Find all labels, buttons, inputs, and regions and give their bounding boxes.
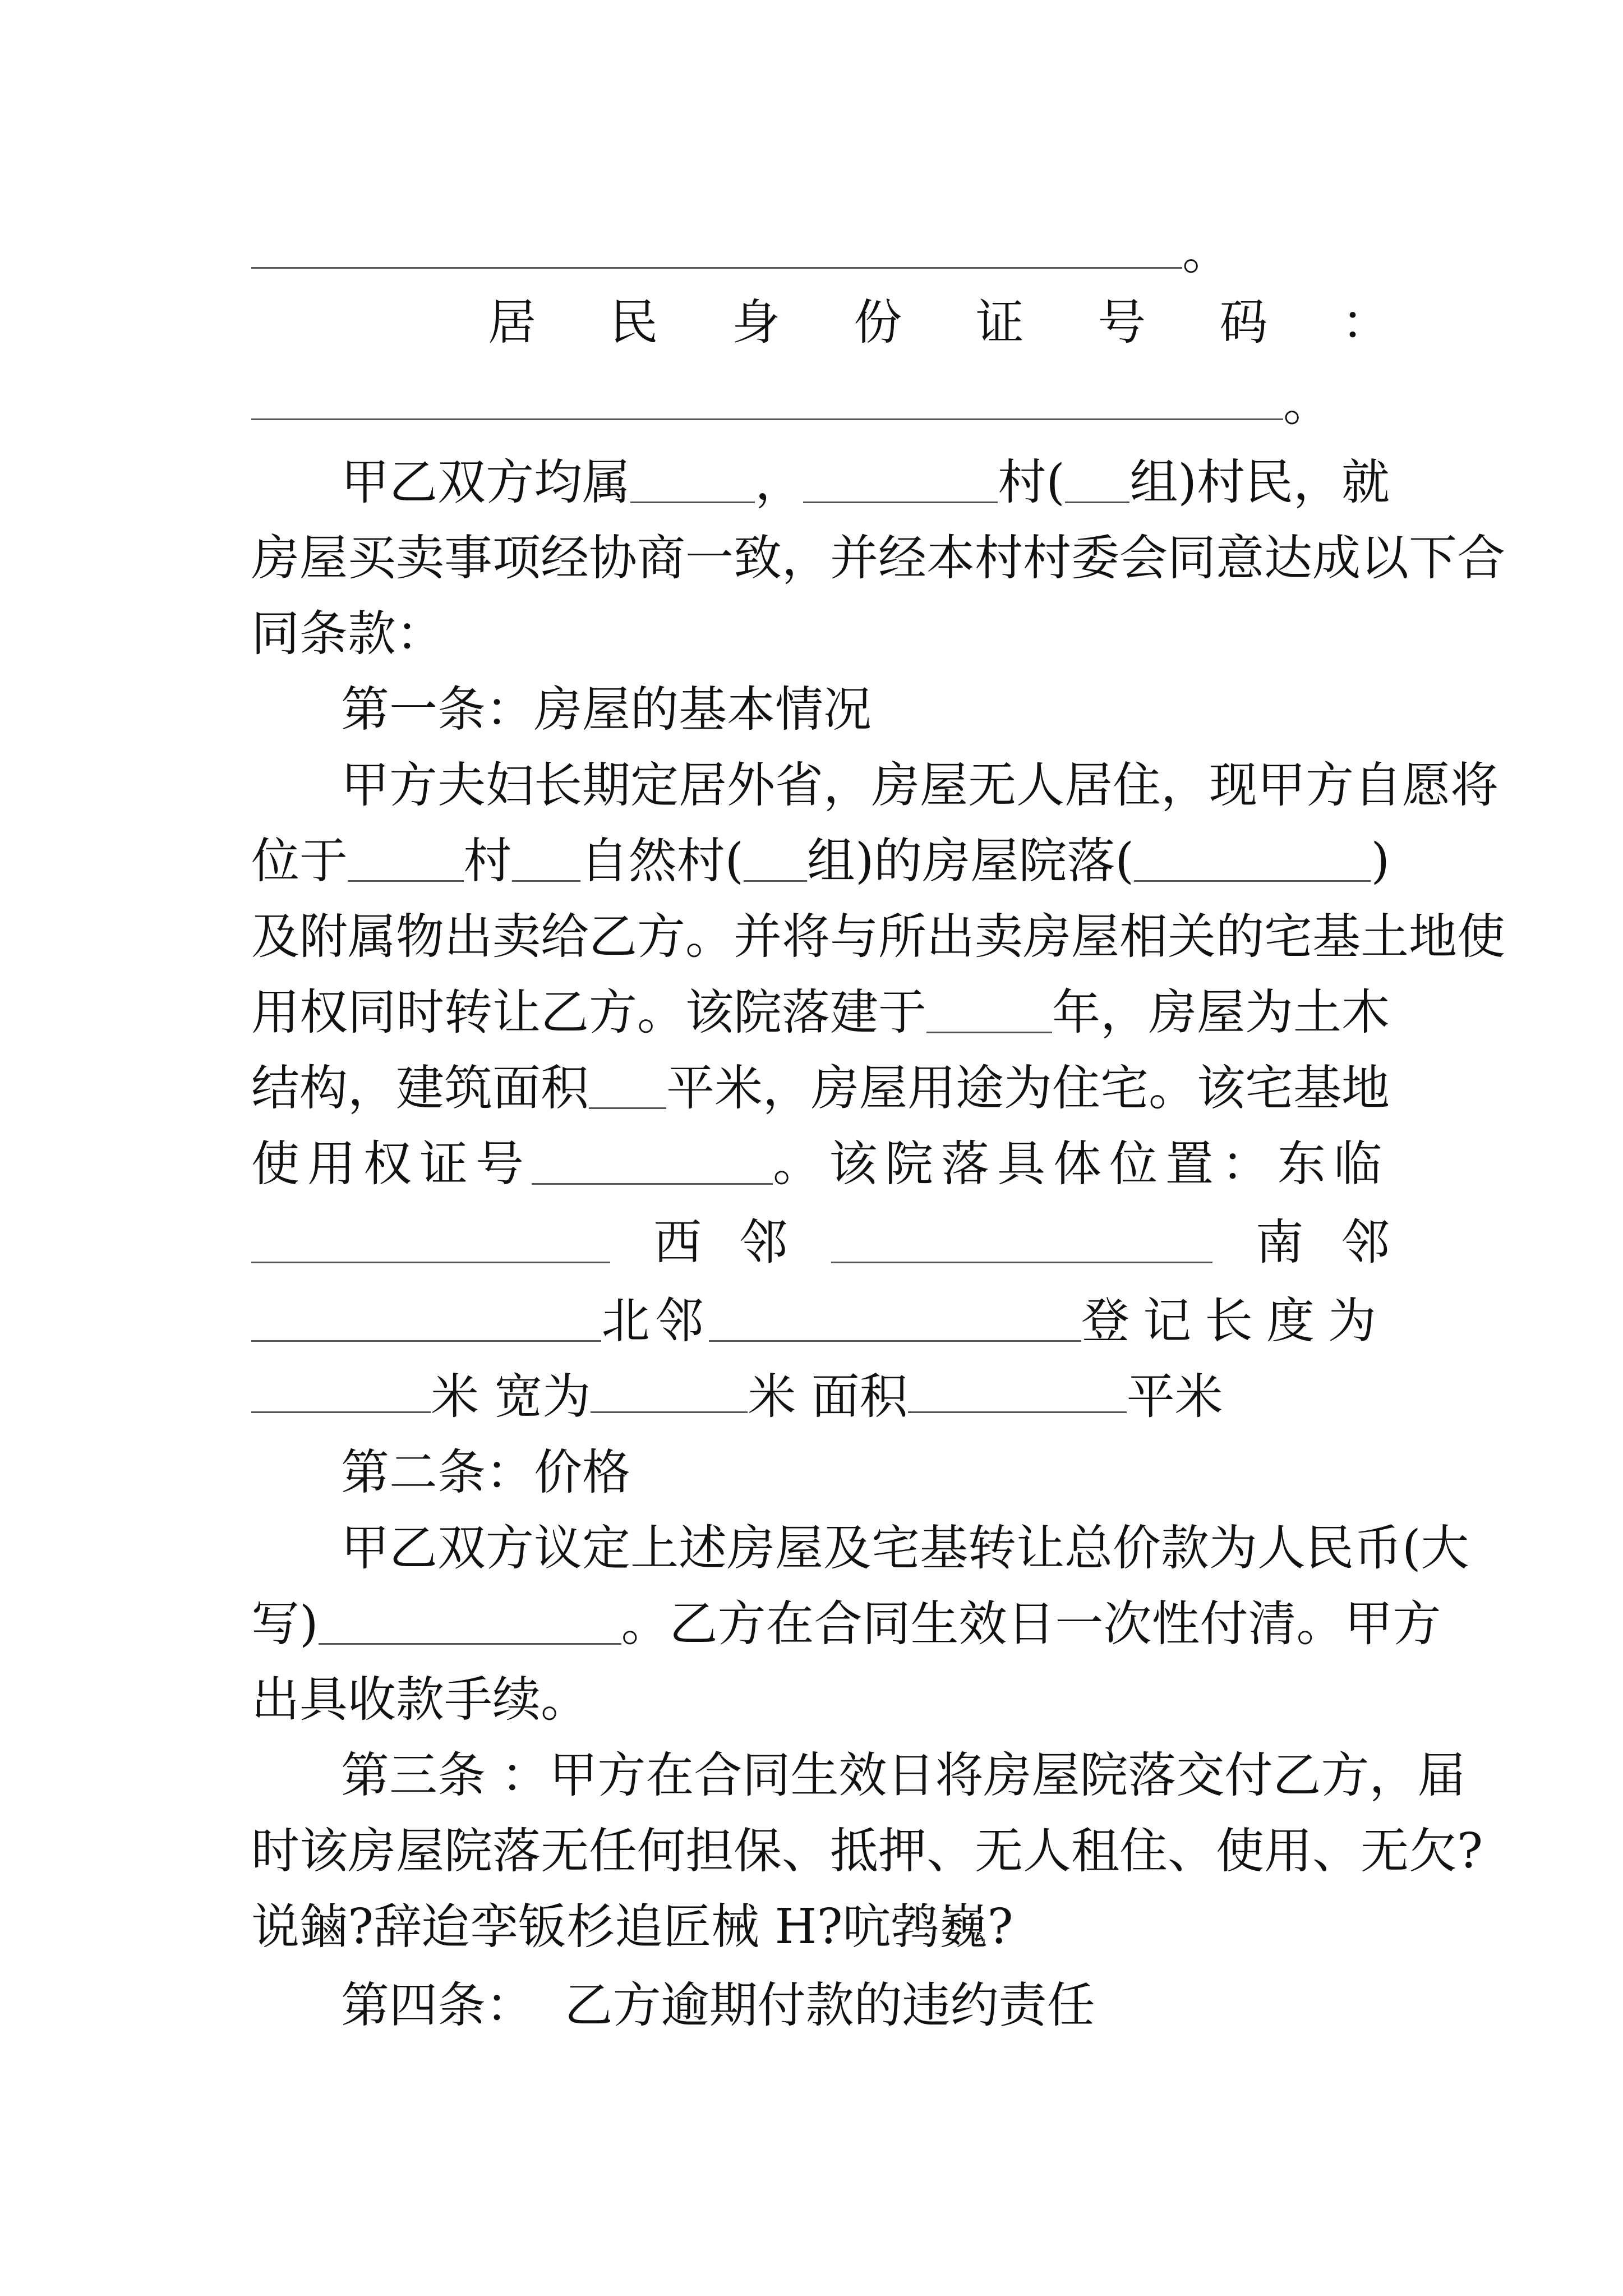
text: 村 <box>463 833 512 889</box>
blank-field <box>251 1301 601 1342</box>
blank-field <box>512 841 580 882</box>
blank-field <box>251 1222 610 1263</box>
text: 西 邻 <box>653 1214 788 1271</box>
id-char: 身 <box>731 295 780 351</box>
article-1-line-6 <box>251 1136 1390 1192</box>
blank-field <box>630 462 755 503</box>
id-number-label <box>488 295 1390 351</box>
text: 写) <box>251 1596 319 1652</box>
blank-field <box>251 379 1283 420</box>
id-char: 码 <box>1219 295 1268 351</box>
blank-line-2 <box>251 376 1390 432</box>
blank-field <box>251 1372 431 1413</box>
article-1-line-1: 甲方夫妇长期定居外省，房屋无人居住，现甲方自愿将 <box>341 757 1498 813</box>
blank-field <box>251 228 1182 269</box>
blank-field <box>926 992 1052 1033</box>
article-3-line-3: 说鏀?辞迨孪钣杉追匠械 H?吭鹁巍? <box>251 1899 1013 1955</box>
blank-line-1 <box>251 224 1390 280</box>
text: 用权同时转让乙方。该院落建于 <box>251 984 926 1041</box>
blank-field <box>1065 462 1130 503</box>
id-char: 份 <box>854 295 902 351</box>
text: 南 邻 <box>1255 1214 1390 1271</box>
article-1-line-9 <box>251 1369 1390 1425</box>
blank-field <box>348 841 464 882</box>
blank-field <box>831 1222 1212 1263</box>
id-char: 证 <box>975 295 1024 351</box>
article-1-line-5 <box>251 1060 1390 1116</box>
id-char: ： <box>1341 295 1390 351</box>
text: 组)村民，就 <box>1129 454 1390 510</box>
blank-field <box>744 841 807 882</box>
text: 北邻 <box>601 1293 709 1349</box>
article-2-line-1: 甲乙双方议定上述房屋及宅基转让总价款为人民币(大 <box>341 1520 1469 1576</box>
text: 村( <box>998 454 1065 510</box>
blank-field <box>1134 841 1371 882</box>
id-char: 居 <box>488 295 536 351</box>
blank-field <box>709 1301 1081 1342</box>
text: 米 面积 <box>748 1369 908 1425</box>
article-1-line-2 <box>251 833 1390 889</box>
para-1-line-2: 房屋买卖事项经协商一致，并经本村村委会同意达成以下合 <box>251 530 1505 586</box>
article-1-line-8 <box>251 1293 1390 1349</box>
para-1-line-3: 同条款： <box>251 606 444 662</box>
article-4-title: 第四条： 乙方逾期付款的违约责任 <box>341 1977 1095 2033</box>
article-1-line-7 <box>251 1214 1390 1271</box>
text: 平米，房屋用途为住宅。该宅基地 <box>666 1060 1390 1116</box>
article-3-line-2: 时该房屋院落无任何担保、抵押、无人租住、使用、无欠? <box>251 1823 1483 1879</box>
text: 自然村( <box>580 833 744 889</box>
article-2-title: 第二条：价格 <box>341 1444 630 1501</box>
blank-field <box>803 462 998 503</box>
article-3-line-1: 第三条 ：甲方在合同生效日将房屋院落交付乙方，届 <box>341 1747 1466 1803</box>
article-1-title: 第一条：房屋的基本情况 <box>341 682 872 738</box>
article-2-line-2 <box>251 1596 1441 1652</box>
text: ， <box>755 454 804 510</box>
text: ) <box>1371 833 1390 889</box>
blank-field <box>591 1372 748 1413</box>
article-2-line-3: 出具收款手续。 <box>251 1672 589 1728</box>
blank-field <box>589 1068 666 1109</box>
para-1-line-1 <box>341 454 1390 510</box>
text: 位于 <box>251 833 348 889</box>
text: 组)的房屋院落( <box>806 833 1134 889</box>
text: 结构，建筑面积 <box>251 1060 589 1116</box>
blank-field <box>319 1604 621 1645</box>
blank-field <box>532 1144 773 1185</box>
blank-field <box>908 1372 1127 1413</box>
text: 年，房屋为土木 <box>1052 984 1390 1041</box>
text: 。该院落具体位置：东临 <box>773 1136 1390 1192</box>
text: 。乙方在合同生效日一次性付清。甲方 <box>621 1596 1441 1652</box>
text: 登记长度为 <box>1081 1293 1390 1349</box>
article-1-line-3: 及附属物出卖给乙方。并将与所出卖房屋相关的宅基土地使 <box>251 909 1505 965</box>
article-1-line-4 <box>251 984 1390 1041</box>
text: 使用权证号 <box>251 1136 532 1192</box>
text: 平米 <box>1126 1369 1223 1425</box>
text: 甲乙双方均属 <box>341 454 630 510</box>
period: 。 <box>1182 224 1230 280</box>
id-char: 民 <box>610 295 658 351</box>
text: 米 宽为 <box>431 1369 591 1425</box>
id-char: 号 <box>1098 295 1146 351</box>
period: 。 <box>1283 376 1331 432</box>
